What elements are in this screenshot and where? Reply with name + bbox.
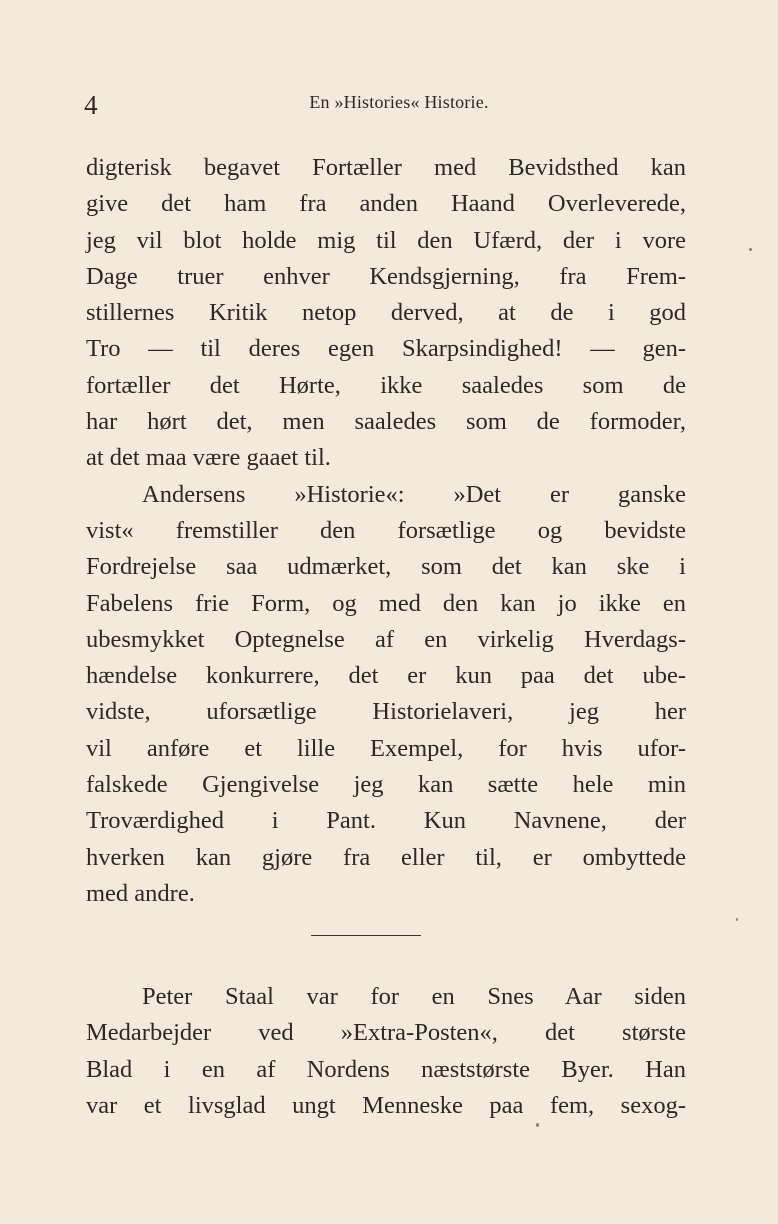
text-line: digterisk begavet Fortæller med Bevidsthed kan [86,154,686,181]
text-line: vil anføre et lille Exempel, for hvis ufor- [86,734,686,762]
text-line: vist« fremstiller den forsætlige og bevidste [86,516,686,544]
paper-speck [536,1123,539,1127]
text-line: jeg vil blot holde mig til den Ufærd, der i vore [86,226,686,254]
text-line: Troværdighed i Pant. Kun Navnene, der [86,807,686,835]
text-line: falskede Gjengivelse jeg kan sætte hele min [86,771,686,799]
text-line: at det maa være gaaet til. [86,444,331,472]
text-line: Andersens »Historie«: »Det er ganske [142,480,686,508]
text-line: Medarbejder ved »Extra-Posten«, det største [86,1019,686,1047]
text-line: ubesmykket Optegnelse af en virkelig Hverdags- [86,625,686,653]
text-line: hændelse konkurrere, det er kun paa det ube- [86,662,686,690]
text-line: Dage truer enhver Kendsgjerning, fra Frem- [86,262,686,290]
text-line: har hørt det, men saaledes som de formoder, [86,408,686,436]
text-line: hverken kan gjøre fra eller til, er ombyttede [86,843,686,871]
text-block-upper [86,150,686,912]
section-divider [311,935,421,936]
text-line: fortæller det Hørte, ikke saaledes som de [86,371,686,399]
text-line: med andre. [86,879,195,907]
text-line: var et livsglad ungt Menneske paa fem, sexog- [86,1091,686,1119]
text-line: Fordrejelse saa udmærket, som det kan ske i [86,553,686,581]
text-line: Fabelens frie Form, og med den kan jo ikke en [86,589,686,617]
paper-speck [736,918,738,921]
text-line: stillernes Kritik netop derved, at de i god [86,299,686,327]
text-line: give det ham fra anden Haand Overleverede, [86,190,686,218]
text-line: Peter Staal var for en Snes Aar siden [142,983,686,1010]
text-block-lower [86,979,686,1124]
page-number: 4 [84,90,98,120]
text-line: vidste, uforsætlige Historielaveri, jeg her [86,698,686,726]
paper-speck [749,248,752,251]
running-title: En »Histories« Historie. [309,92,489,112]
text-line: Blad i en af Nordens næststørste Byer. Han [86,1055,686,1083]
text-line: Tro — til deres egen Skarpsindighed! — gen- [86,335,686,363]
